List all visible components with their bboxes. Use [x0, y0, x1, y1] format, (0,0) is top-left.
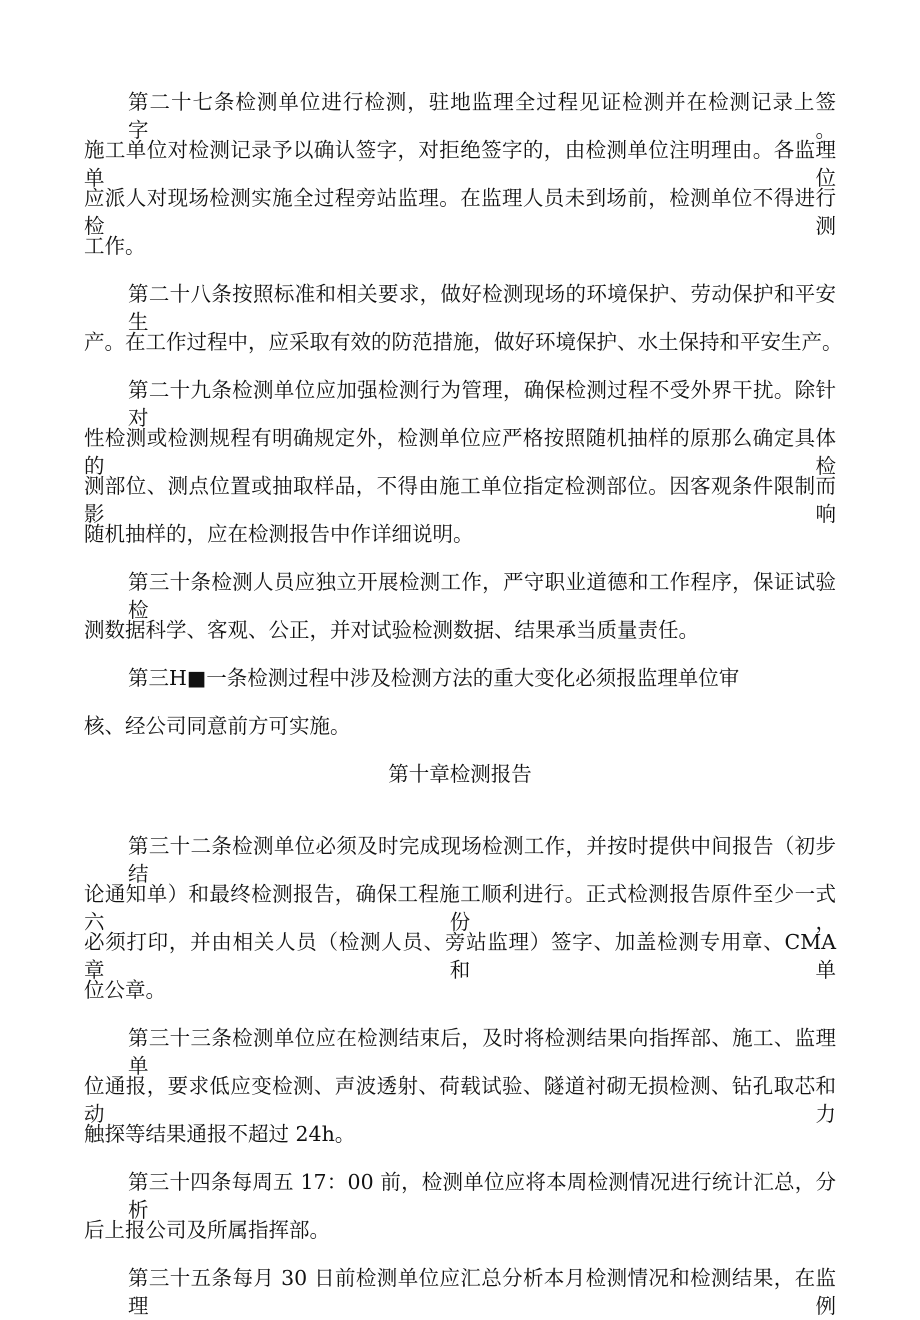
article-30-line-1: 第三十条检测人员应独立开展检测工作，严守职业道德和工作程序，保证试验检: [128, 570, 836, 622]
article-32-line-4: 位公章。: [84, 978, 166, 1002]
article-33-line-3: 触探等结果通报不超过 24h。: [84, 1122, 356, 1146]
article-33-line-2: 位通报，要求低应变检测、声波透射、荷载试验、隧道衬砌无损检测、钻孔取芯和动力: [84, 1074, 836, 1126]
article-31-line-1: 第三H■一条检测过程中涉及检测方法的重大变化必须报监理单位审: [128, 666, 740, 690]
article-32-line-3: 必须打印，并由相关人员（检测人员、旁站监理）签字、加盖检测专用章、CMA 章和单: [84, 930, 836, 982]
article-27-line-4: 工作。: [84, 234, 146, 258]
article-31-line-2: 核、经公司同意前方可实施。: [84, 714, 351, 738]
article-29-line-3: 测部位、测点位置或抽取样品，不得由施工单位指定检测部位。因客观条件限制而影响: [84, 474, 836, 526]
article-35-line-1: 第三十五条每月 30 日前检测单位应汇总分析本月检测情况和检测结果，在监理例: [128, 1266, 836, 1318]
article-28-line-2: 产。在工作过程中，应采取有效的防范措施，做好环境保护、水土保持和平安生产。: [84, 330, 843, 354]
article-28-line-1: 第二十八条按照标准和相关要求，做好检测现场的环境保护、劳动保护和平安生: [128, 282, 836, 334]
chapter-heading: 第十章检测报告: [388, 762, 532, 786]
article-29-line-2: 性检测或检测规程有明确规定外，检测单位应严格按照随机抽样的原那么确定具体的检: [84, 426, 836, 478]
article-34-line-1: 第三十四条每周五 17：00 前，检测单位应将本周检测情况进行统计汇总，分析: [128, 1170, 836, 1222]
article-29-line-4: 随机抽样的，应在检测报告中作详细说明。: [84, 522, 474, 546]
article-34-line-2: 后上报公司及所属指挥部。: [84, 1218, 330, 1242]
article-27-line-3: 应派人对现场检测实施全过程旁站监理。在监理人员未到场前，检测单位不得进行检测: [84, 186, 836, 238]
article-30-line-2: 测数据科学、客观、公正，并对试验检测数据、结果承当质量责任。: [84, 618, 699, 642]
article-32-line-1: 第三十二条检测单位必须及时完成现场检测工作，并按时提供中间报告（初步结: [128, 834, 836, 886]
article-29-line-1: 第二十九条检测单位应加强检测行为管理，确保检测过程不受外界干扰。除针对: [128, 378, 836, 430]
article-32-line-2: 论通知单）和最终检测报告，确保工程施工顺利进行。正式检测报告原件至少一式六份，: [84, 882, 836, 934]
article-27-line-2: 施工单位对检测记录予以确认签字，对拒绝签字的，由检测单位注明理由。各监理单位: [84, 138, 836, 190]
article-33-line-1: 第三十三条检测单位应在检测结束后，及时将检测结果向指挥部、施工、监理单: [128, 1026, 836, 1078]
article-27-line-1: 第二十七条检测单位进行检测，驻地监理全过程见证检测并在检测记录上签字。: [128, 90, 836, 142]
